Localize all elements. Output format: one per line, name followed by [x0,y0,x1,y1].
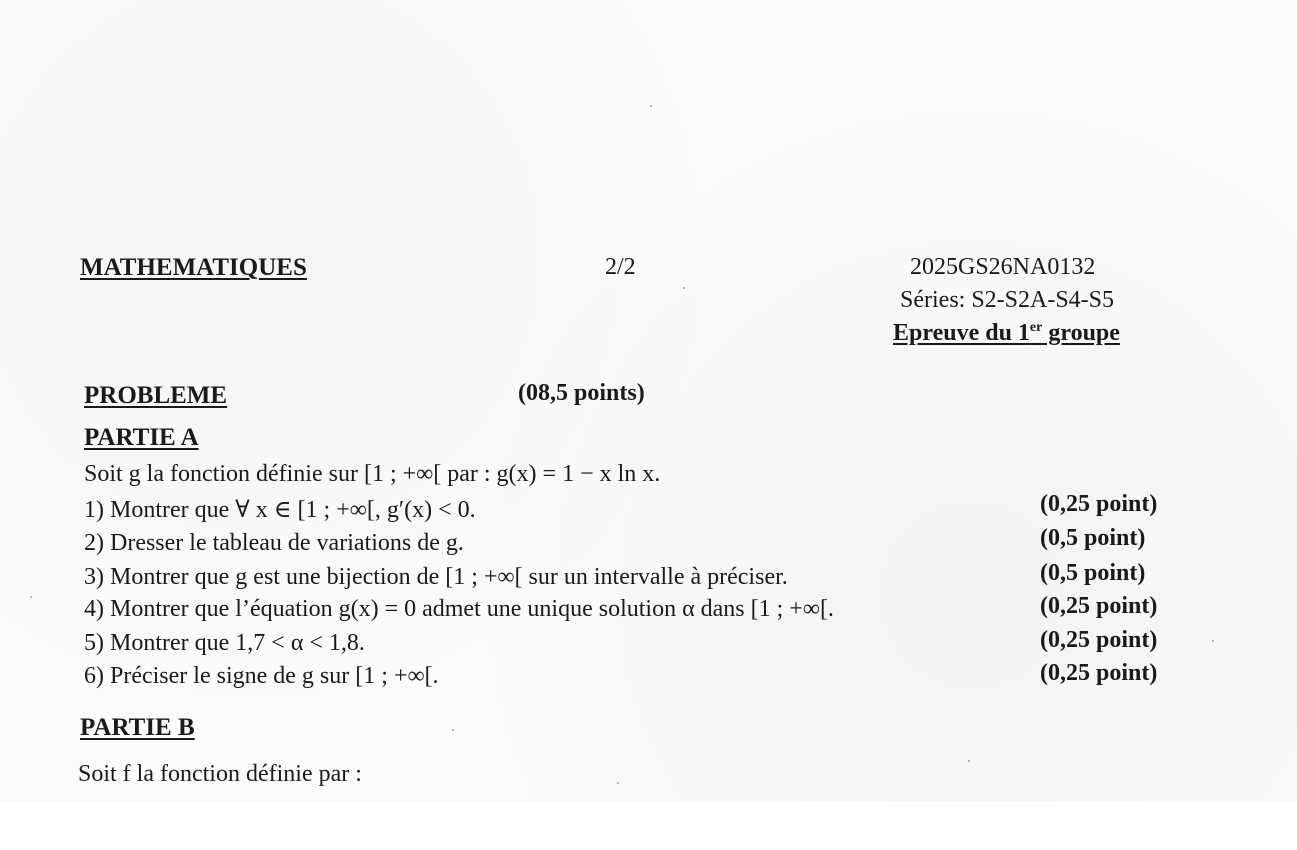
question-1: 1) Montrer que ∀ x ∈ [1 ; +∞[, g′(x) < 0. [84,497,476,523]
probleme-points: (08,5 points) [518,380,645,406]
page-number: 2/2 [605,254,636,280]
question-5: 5) Montrer que 1,7 < α < 1,8. [84,630,365,656]
partie-a-intro: Soit g la fonction définie sur [1 ; +∞[ par : g(x) = 1 − x ln x. [84,461,661,487]
question-3: 3) Montrer que g est une bijection de [1 ; +∞[ sur un intervalle à préciser. [84,564,788,590]
partie-b-intro: Soit f la fonction définie par : [78,761,362,787]
question-6: 6) Préciser le signe de g sur [1 ; +∞[. [84,663,439,689]
exam-group-sup: er [1029,320,1043,335]
question-2: 2) Dresser le tableau de variations de g. [84,530,464,556]
question-1-points: (0,25 point) [1040,491,1158,517]
exam-group [893,320,1120,347]
question-6-points: (0,25 point) [1040,660,1158,686]
question-4: 4) Montrer que l’équation g(x) = 0 admet une unique solution α dans [1 ; +∞[. [84,596,834,622]
paper-speck [30,596,32,598]
exam-series: Séries: S2-S2A-S4-S5 [900,287,1115,313]
subject-title: MATHEMATIQUES [80,254,307,281]
exam-group-text-end: groupe [1042,320,1120,346]
partie-a-title: PARTIE A [84,424,199,451]
paper-speck [650,105,652,107]
paper-speck [1212,640,1214,642]
partie-b-title: PARTIE B [80,714,195,741]
page-bottom-margin [0,802,1297,850]
paper-speck [968,760,970,762]
question-3-points: (0,5 point) [1040,560,1146,586]
question-4-points: (0,25 point) [1040,593,1158,619]
question-2-points: (0,5 point) [1040,525,1146,551]
probleme-title: PROBLEME [84,382,228,409]
exam-group-text: Epreuve du 1 [893,320,1030,346]
exam-code: 2025GS26NA0132 [910,254,1096,280]
paper-speck [683,287,685,289]
paper-speck [452,729,454,731]
question-5-points: (0,25 point) [1040,627,1158,653]
paper-speck [617,782,619,784]
